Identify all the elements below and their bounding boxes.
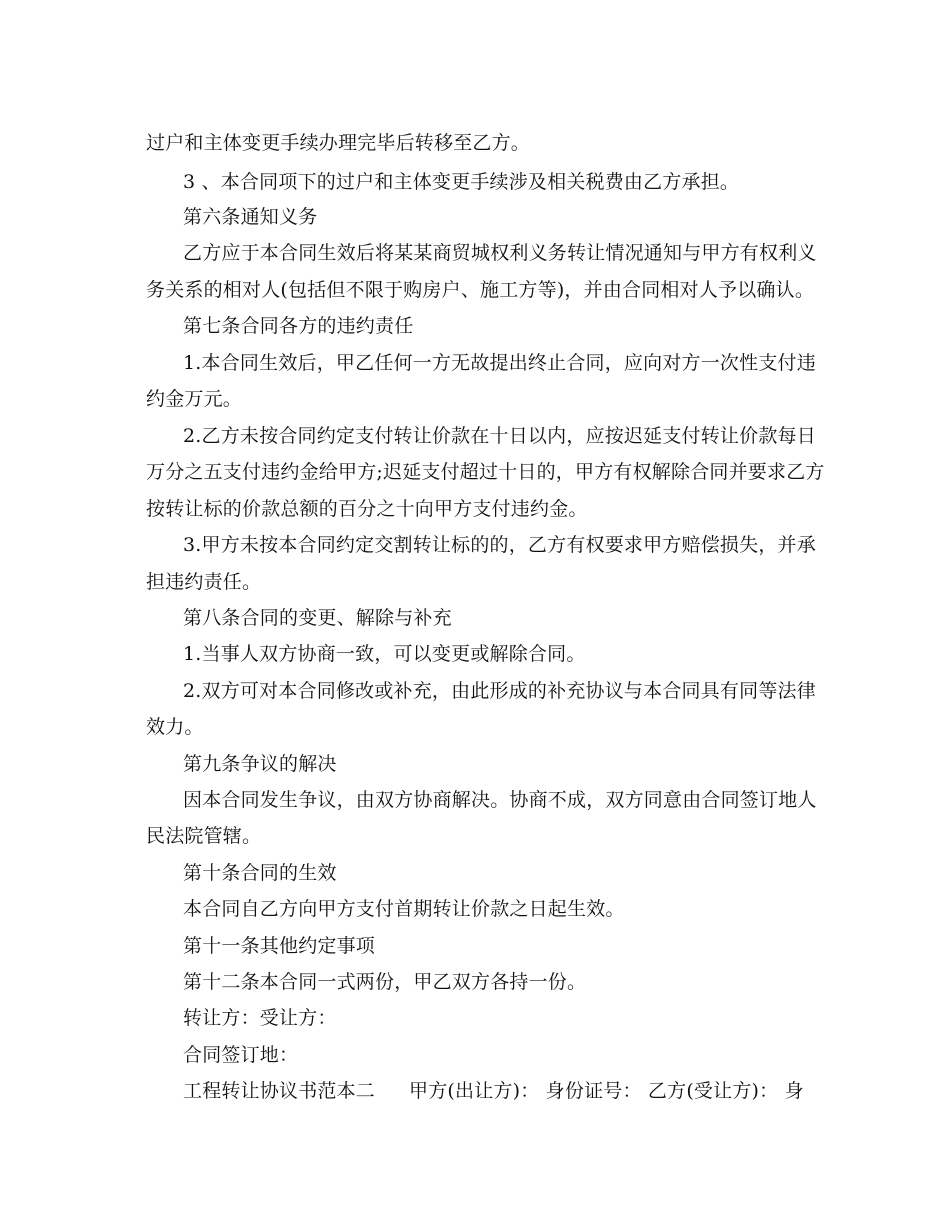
text-line: 第十二条本合同一式两份，甲乙双方各持一份。 — [183, 971, 587, 993]
party-info: 甲方(出让方)： 身份证号： 乙方(受让方)： 身 — [409, 1080, 804, 1102]
section-heading: 第七条合同各方的违约责任 — [183, 315, 414, 337]
text-line: 3 、本合同项下的过户和主体变更手续涉及相关税费由乙方承担。 — [183, 171, 740, 193]
text-line: 3.甲方未按本合同约定交割转让标的的，乙方有权要求甲方赔偿损失，并承 — [183, 534, 816, 556]
section-heading: 第十一条其他约定事项 — [183, 935, 376, 957]
text-line: 过户和主体变更手续办理完毕后转移至乙方。 — [146, 132, 531, 154]
section-heading: 第九条争议的解决 — [183, 753, 337, 775]
final-line — [183, 1079, 804, 1103]
text-line: 约金万元。 — [146, 388, 243, 410]
text-line: 2.双方可对本合同修改或补充，由此形成的补充协议与本合同具有同等法律 — [183, 680, 816, 702]
text-line: 万分之五支付违约金给甲方;迟延支付超过十日的，甲方有权解除合同并要求乙方 — [146, 461, 825, 483]
text-line: 乙方应于本合同生效后将某某商贸城权利义务转让情况通知与甲方有权利义 — [183, 242, 817, 264]
text-line: 担违约责任。 — [146, 571, 262, 593]
text-line: 按转让标的价款总额的百分之十向甲方支付违约金。 — [146, 498, 588, 520]
section-heading: 第六条通知义务 — [183, 206, 318, 228]
text-line: 务关系的相对人(包括但不限于购房户、施工方等)，并由合同相对人予以确认。 — [146, 279, 815, 301]
text-line: 1.当事人双方协商一致，可以变更或解除合同。 — [183, 643, 586, 665]
text-line: 本合同自乙方向甲方支付首期转让价款之日起生效。 — [183, 898, 625, 920]
section-heading: 第八条合同的变更、解除与补充 — [183, 607, 452, 629]
section-heading: 第十条合同的生效 — [183, 862, 337, 884]
sample-title: 工程转让协议书范本二 — [183, 1080, 376, 1102]
text-line: 效力。 — [146, 716, 204, 738]
signing-place-line: 合同签订地： — [183, 1044, 299, 1066]
text-line: 1.本合同生效后，甲乙任何一方无故提出终止合同，应向对方一次性支付违 — [183, 352, 816, 374]
signature-line: 转让方：受让方： — [183, 1007, 337, 1029]
text-line: 2.乙方未按合同约定支付转让价款在十日以内，应按迟延支付转让价款每日 — [183, 425, 816, 447]
text-line: 因本合同发生争议，由双方协商解决。协商不成，双方同意由合同签订地人 — [183, 789, 817, 811]
text-line: 民法院管辖。 — [146, 825, 262, 847]
